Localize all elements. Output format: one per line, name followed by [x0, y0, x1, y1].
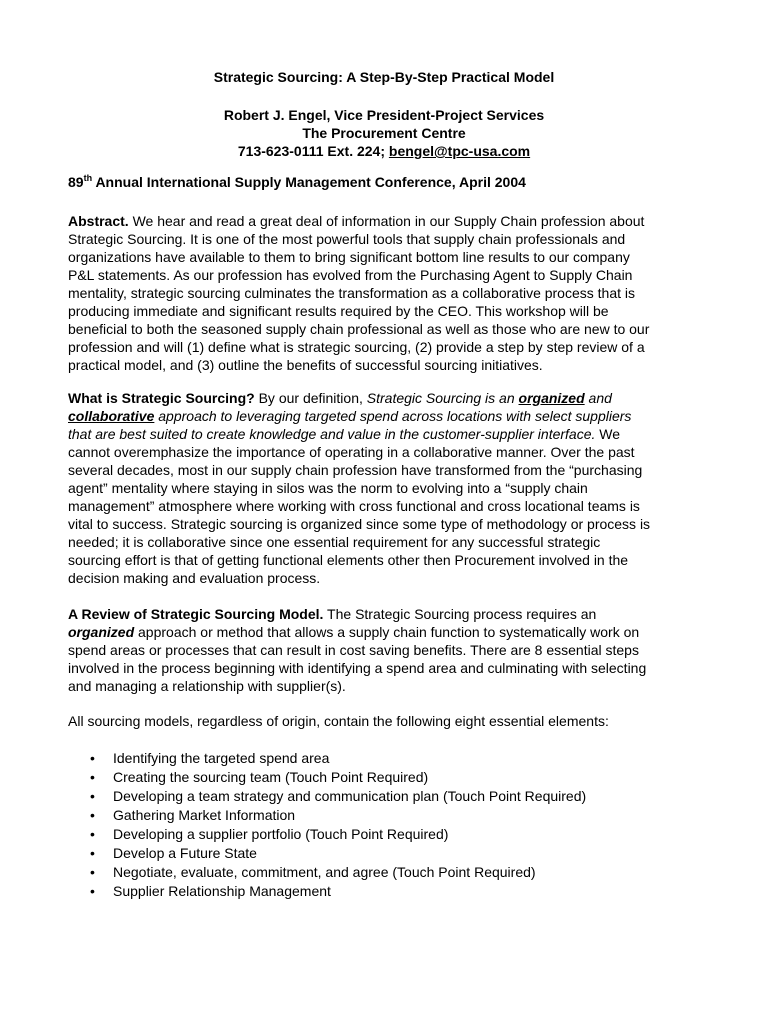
what-line: decision making and evaluation process. — [68, 570, 321, 586]
what-line: collaborative approach to leveraging targeted spend across locations with select suppliers — [68, 408, 632, 424]
list-item: • Develop a Future State — [90, 845, 257, 861]
bullet-icon: • — [90, 769, 95, 785]
list-item: • Identifying the targeted spend area — [90, 750, 330, 766]
author-phone: 713-623-0111 Ext. 224; — [237, 143, 389, 159]
list-item: • Gathering Market Information — [90, 807, 296, 823]
abstract-line: mentality, strategic sourcing culminates the transformation as a collaborative process that is — [68, 285, 635, 301]
abstract-line: P&L statements. As our profession has evolved from the Purchasing Agent to Supply Chain — [68, 267, 633, 283]
what-line: needed; it is collaborative since one essential requirement for any successful strategic — [68, 534, 601, 550]
list-item: • Creating the sourcing team (Touch Point Required) — [90, 769, 429, 785]
abstract-line: Strategic Sourcing. It is one of the most powerful tools that supply chain professionals and — [68, 231, 626, 247]
review-line: A Review of Strategic Sourcing Model. The Strategic Sourcing process requires an — [68, 606, 597, 622]
elements-intro: All sourcing models, regardless of origin, contain the following eight essential elements: — [68, 713, 609, 729]
abstract-line: beneficial to both the seasoned supply chain professional as well as those who are new to our — [68, 321, 650, 337]
bullet-icon: • — [90, 845, 95, 861]
bullet-icon: • — [90, 826, 95, 842]
review-section — [68, 605, 708, 695]
what-is-section — [68, 389, 708, 587]
document-title: Strategic Sourcing: A Step-By-Step Practical Model — [213, 69, 555, 85]
list-item: • Negotiate, evaluate, commitment, and agree (Touch Point Required) — [90, 864, 536, 880]
what-line: several decades, most in our supply chain profession have transformed from the “purchasing — [68, 462, 643, 478]
abstract-line: producing immediate and significant results required by the CEO. This workshop will be — [68, 303, 609, 319]
conference-name: Annual International Supply Management Conference, April 2004 — [92, 174, 526, 190]
conference-line — [68, 173, 526, 191]
review-line: and managing a relationship with supplier(s). — [68, 678, 346, 694]
bullet-icon: • — [90, 788, 95, 804]
what-line: What is Strategic Sourcing? By our definition, Strategic Sourcing is an organized and — [68, 390, 612, 406]
author-name: Robert J. Engel, Vice President-Project Services — [223, 107, 545, 123]
author-email-link[interactable]: bengel@tpc-usa.com — [388, 143, 531, 159]
what-line: agent” mentality where staying in silos was the norm to evolving into a “supply chain — [68, 480, 588, 496]
what-line: cannot overemphasize the importance of operating in a collaborative manner. Over the past — [68, 444, 635, 460]
emphasis-collaborative: collaborative — [68, 408, 155, 424]
conference-ordinal: 89 — [68, 174, 84, 190]
abstract-line: organizations have available to them to bring significant bottom line results to our company — [68, 249, 630, 265]
abstract-line: profession and will (1) define what is strategic sourcing, (2) provide a step by step review of a — [68, 339, 645, 355]
bullet-icon: • — [90, 807, 95, 823]
list-item: • Developing a team strategy and communication plan (Touch Point Required) — [90, 788, 587, 804]
abstract-paragraph — [68, 212, 708, 374]
review-line: spend areas or processes that can result in cost saving benefits. There are 8 essential steps — [68, 642, 639, 658]
author-contact — [0, 142, 768, 160]
review-heading: A Review of Strategic Sourcing Model. — [68, 606, 324, 622]
bullet-icon: • — [90, 883, 95, 899]
emphasis-organized: organized — [518, 390, 585, 406]
bullet-icon: • — [90, 864, 95, 880]
list-item: • Supplier Relationship Management — [90, 883, 331, 899]
abstract-heading: Abstract. — [68, 213, 129, 229]
what-line: vital to success. Strategic sourcing is organized since some type of methodology or process is — [68, 516, 651, 532]
author-block — [0, 106, 768, 160]
essential-elements-list — [68, 749, 586, 901]
what-line: sourcing effort is that of getting functional elements other then Procurement involved in the — [68, 552, 629, 568]
abstract-line: Abstract. We hear and read a great deal of information in our Supply Chain profession about — [68, 213, 645, 229]
what-line: that are best suited to create knowledge and value in the customer-supplier interface. We — [68, 426, 621, 442]
list-item: • Developing a supplier portfolio (Touch Point Required) — [90, 826, 449, 842]
abstract-line: practical model, and (3) outline the benefits of successful sourcing initiatives. — [68, 357, 543, 373]
bullet-icon: • — [90, 750, 95, 766]
author-organization: The Procurement Centre — [302, 125, 466, 141]
review-line: involved in the process beginning with identifying a spend area and culminating with selecting — [68, 660, 647, 676]
conference-ordinal-suffix: th — [83, 173, 93, 183]
emphasis-organized-2: organized — [68, 624, 135, 640]
what-heading: What is Strategic Sourcing? — [68, 390, 255, 406]
review-line: organized approach or method that allows a supply chain function to systematically work on — [68, 624, 640, 640]
what-line: management” atmosphere where working with cross functional and cross locational teams is — [68, 498, 640, 514]
